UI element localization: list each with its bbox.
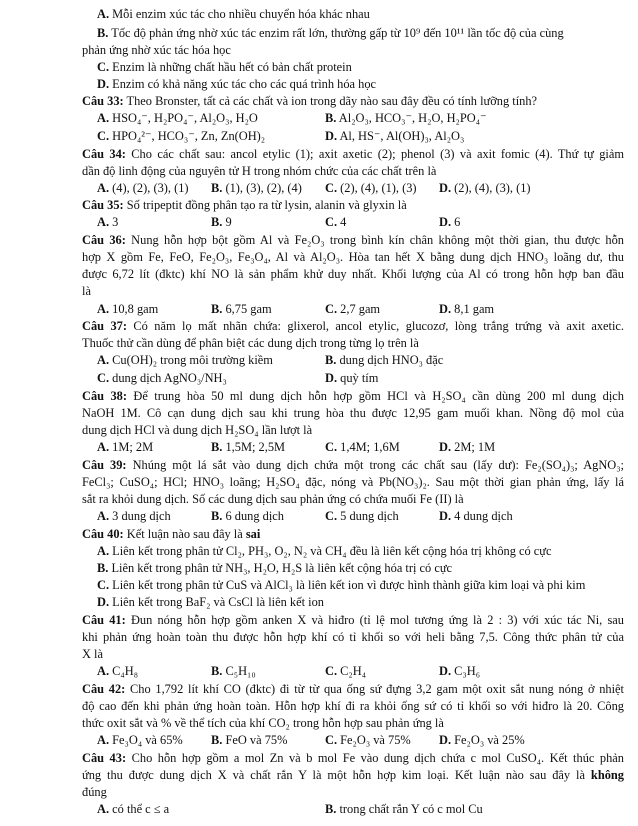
q43-option-a: A. có thể c ≤ a — [97, 802, 170, 816]
q34-option-a: A. (4), (2), (3), (1) — [97, 181, 189, 195]
q35-option-a: A. 3 — [97, 215, 119, 229]
q36-stem-cont: được 6,72 lít (đktc) khí NO là sản phẩm khử duy nhất. Khối lượng của Al có trong hỗn hợp ban đầu — [82, 267, 624, 281]
q41-stem: Câu 41: Đun nóng hỗn hợp gồm anken X và hiđro (tỉ lệ mol tương ứng là 2 : 3) với xúc tác Ni, sau — [82, 613, 624, 627]
q32-option-c: C. Enzim là những chất hầu hết có bản chất protein — [97, 60, 352, 74]
q35-option-d: D. 6 — [439, 215, 461, 229]
q35-option-b: B. 9 — [211, 215, 232, 229]
q35-option-c: C. 4 — [325, 215, 347, 229]
q43-stem: Câu 43: Cho hỗn hợp gồm a mol Zn và b mol Fe vào dung dịch chứa c mol CuSO₄. Kết thúc phản — [82, 751, 624, 765]
q41-option-a: A. C₄H₈ — [97, 664, 139, 678]
q40-option-c: C. Liên kết trong phân tử CuS và AlCl₃ là liên kết ion vì được hình thành giữa kim loại và phi kim — [97, 578, 586, 592]
q36-option-a: A. 10,8 gam — [97, 302, 159, 316]
q34-stem-cont: dần độ linh động của nguyên tử H trong nhóm chức của các chất trên là — [82, 164, 437, 178]
q42-option-b: B. FeO và 75% — [211, 733, 288, 747]
q43-stem-cont: đúng — [82, 785, 107, 799]
q33-option-d: D. Al, HS⁻, Al(OH)₃, Al₂O₃ — [325, 129, 465, 143]
q37-option-b: B. dung dịch HNO₃ đặc — [325, 353, 444, 367]
q33-option-a: A. HSO₄⁻, H₂PO₄⁻, Al₂O₃, H₂O — [97, 111, 258, 125]
q37-option-d: D. quỳ tím — [325, 371, 379, 385]
q42-option-a: A. Fe₃O₄ và 65% — [97, 733, 183, 747]
q38-option-a: A. 1M; 2M — [97, 440, 154, 454]
q36-option-c: C. 2,7 gam — [325, 302, 381, 316]
q34-stem: Câu 34: Cho các chất sau: ancol etylic (1); axit axetic (2); phenol (3) và axit fomic (4). Thứ tự giảm — [82, 147, 624, 161]
q38-option-d: D. 2M; 1M — [439, 440, 496, 454]
q41-option-c: C. C₂H₄ — [325, 664, 367, 678]
q39-option-b: B. 6 dung dịch — [211, 509, 284, 523]
q42-stem: Câu 42: Cho 1,792 lít khí CO (đktc) đi từ từ qua ống sứ đựng 3,2 gam một oxit sắt nung nóng ở nhiệt — [82, 682, 624, 696]
q33-stem: Câu 33: Theo Bronster, tất cả các chất và ion trong dãy nào sau đây đều có tính lưỡng tính? — [82, 94, 538, 108]
q34-option-d: D. (2), (4), (3), (1) — [439, 181, 531, 195]
question-number: Câu 33: — [82, 94, 124, 108]
q39-stem-cont: sắt ra khỏi dung dịch. Số các dung dịch sau phản ứng có chứa muối Fe (II) là — [82, 492, 464, 506]
q40-option-b: B. Liên kết trong phân tử NH₃, H₂O, H₂S là liên kết cộng hóa trị có cực — [97, 561, 453, 575]
q32-option-a: A. Mỗi enzim xúc tác cho nhiều chuyển hóa khác nhau — [97, 7, 370, 21]
q36-stem: Câu 36: Nung hỗn hợp bột gồm Al và Fe₂O₃ trong bình kín chân không một thời gian, thu được hỗn — [82, 233, 624, 247]
q41-stem-cont: X là — [82, 647, 103, 661]
q32-option-b-cont: phản ứng nhờ xúc tác hóa học — [82, 43, 231, 57]
option-letter: B. — [97, 26, 109, 40]
option-letter: D. — [97, 77, 110, 91]
keyword-sai: sai — [245, 527, 261, 541]
q41-option-b: B. C₅H₁₀ — [211, 664, 256, 678]
q38-option-c: C. 1,4M; 1,6M — [325, 440, 400, 454]
q39-stem-cont: FeCl₃; CuSO₄; HCl; HNO₃ loãng; H₂SO₄ đặc, nóng và Pb(NO₃)₂. Sau một thời gian phản ứng, lấy lá — [82, 475, 624, 489]
q39-stem: Câu 39: Nhúng một lá sắt vào dung dịch chứa một trong các chất sau (lấy dư): Fe₂(SO₄)₃; AgNO₃; — [82, 458, 624, 472]
q43-stem-cont: ứng thu được dung dịch X và chất rắn Y là một hỗn hợp kim loại. Kết luận nào sau đây là không — [82, 768, 624, 782]
q36-stem-cont: là — [82, 284, 91, 298]
q36-option-b: B. 6,75 gam — [211, 302, 272, 316]
option-letter: A. — [97, 7, 110, 21]
option-letter: C. — [97, 60, 110, 74]
q42-option-c: C. Fe₂O₃ và 75% — [325, 733, 411, 747]
q42-stem-cont: thức oxit sắt và % về thể tích của khí CO₂ trong hỗn hợp sau phản ứng là — [82, 716, 444, 730]
q41-stem-cont: khi phản ứng hoàn toàn thu được hỗn hợp khí có tỉ khối so với heli bằng 7,5. Công thức phân tử của — [82, 630, 624, 644]
q38-option-b: B. 1,5M; 2,5M — [211, 440, 286, 454]
q33-option-c: C. HPO₄²⁻, HCO₃⁻, Zn, Zn(OH)₂ — [97, 129, 266, 143]
q34-option-c: C. (2), (4), (1), (3) — [325, 181, 417, 195]
q36-option-d: D. 8,1 gam — [439, 302, 495, 316]
q34-option-b: B. (1), (3), (2), (4) — [211, 181, 302, 195]
keyword-khong: không — [590, 768, 624, 782]
q39-option-d: D. 4 dung dịch — [439, 509, 513, 523]
q38-stem-cont: dung dịch HCl và dung dịch H₂SO₄ lần lượt là — [82, 423, 313, 437]
q40-option-a: A. Liên kết trong phân tử Cl₂, PH₃, O₂, N₂ và CH₄ đều là liên kết cộng hóa trị không có cực — [97, 544, 552, 558]
q37-stem: Câu 37: Có năm lọ mất nhãn chứa: glixerol, ancol etylic, glucozơ, lòng trắng trứng và axit axetic. — [82, 319, 624, 333]
q37-option-a: A. Cu(OH)₂ trong môi trường kiềm — [97, 353, 273, 367]
q39-option-c: C. 5 dung dịch — [325, 509, 399, 523]
q41-option-d: D. C₃H₆ — [439, 664, 481, 678]
q42-option-d: D. Fe₂O₃ và 25% — [439, 733, 525, 747]
q42-stem-cont: độ cao đến khi phản ứng hoàn toàn. Hỗn hợp khí đi ra khỏi ống sứ có tỉ khối so với hiđro là 20. Công — [82, 699, 624, 713]
q37-option-c: C. dung dịch AgNO₃/NH₃ — [97, 371, 227, 385]
q32-option-d: D. Enzim có khả năng xúc tác cho các quá trình hóa học — [97, 77, 377, 91]
q40-option-d: D. Liên kết trong BaF₂ và CsCl là liên kết ion — [97, 595, 324, 609]
q33-option-b: B. Al₂O₃, HCO₃⁻, H₂O, H₂PO₄⁻ — [325, 111, 487, 125]
q36-stem-cont: hợp X gồm Fe, FeO, Fe₂O₃, Fe₃O₄, Al và Al₂O₃. Hòa tan hết X bằng dung dịch HNO₃ loãng dư, thu — [82, 250, 624, 264]
q32-option-b: B. Tốc độ phản ứng nhờ xúc tác enzim rất lớn, thường gấp từ 10⁹ đến 10¹¹ lần tốc độ của cùng — [97, 26, 564, 40]
q39-option-a: A. 3 dung dịch — [97, 509, 171, 523]
q40-stem: Câu 40: Kết luận nào sau đây là sai — [82, 527, 261, 541]
q37-stem-cont: Thuốc thử cần dùng để phân biệt các dung dịch trong từng lọ trên là — [82, 336, 419, 350]
q38-stem-cont: NaOH 1M. Cô cạn dung dịch sau khi trung hòa thu được 12,95 gam muối khan. Nồng độ mol của — [82, 406, 624, 420]
q38-stem: Câu 38: Để trung hòa 50 ml dung dịch hỗn hợp gồm HCl và H₂SO₄ cần dùng 200 ml dung dịch — [82, 389, 624, 403]
q35-stem: Câu 35: Số tripeptit đồng phân tạo ra từ lysin, alanin và glyxin là — [82, 198, 407, 212]
q43-option-b: B. trong chất rắn Y có c mol Cu — [325, 802, 483, 816]
